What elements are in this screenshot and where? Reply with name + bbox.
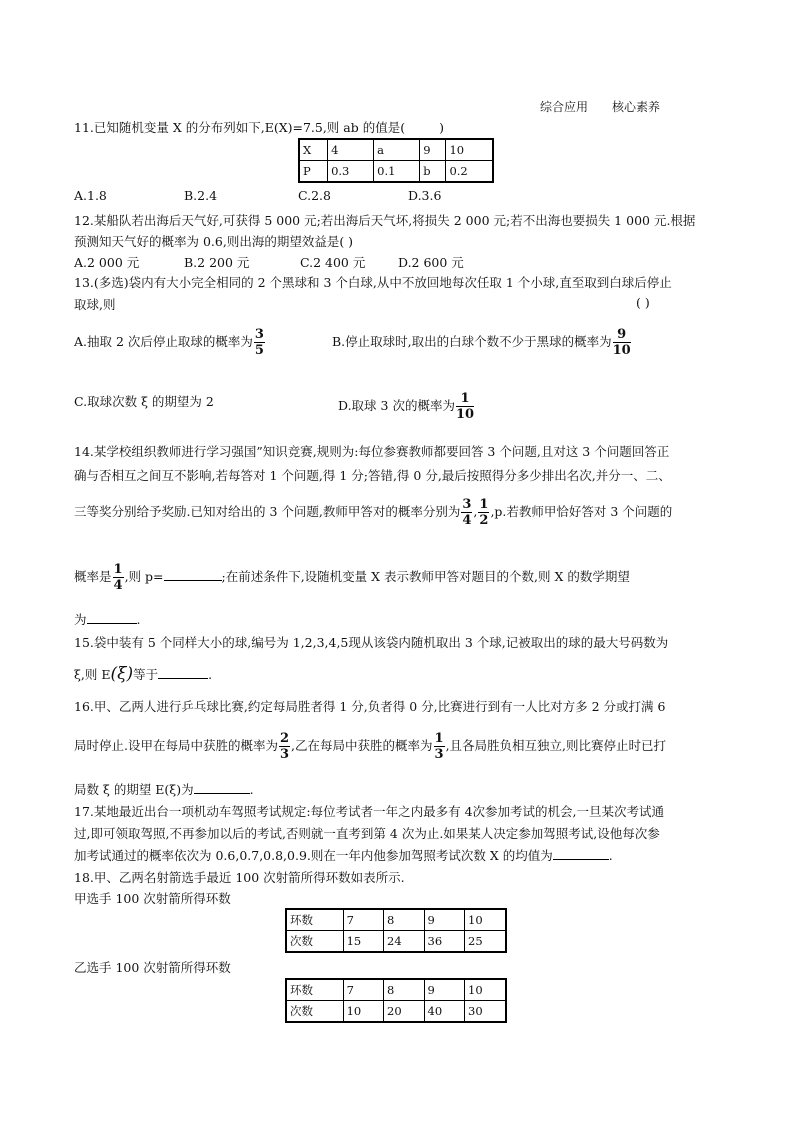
q11-stem	[74, 118, 444, 136]
q16-line2-mid: ,乙在每局中获胜的概率为	[291, 738, 433, 753]
fraction-numerator: 1	[479, 497, 489, 512]
q16-line3-text: 局数 ξ 的期望 E(ξ)为	[74, 782, 194, 797]
q12-option-d: D.2 600 元	[398, 255, 464, 270]
fraction	[254, 328, 265, 357]
q16-line1: 16.甲、乙两人进行乒乓球比赛,约定每局胜者得 1 分,负者得 0 分,比赛进行到有一人比对方多 2 分或打满 6	[74, 699, 666, 714]
q12-option-b: B.2 200 元	[184, 255, 250, 270]
table-cell: 次数	[286, 1001, 343, 1023]
q14-line4	[74, 563, 630, 592]
table-cell: 10	[465, 979, 506, 1001]
q16-line3-end: .	[249, 782, 254, 797]
q17-line2: 过,即可领取驾照,不再参加以后的考试,否则就一直考到第 4 次为止.如果某人决定参加驾照考试,设他每次参	[74, 826, 660, 841]
fraction-denominator: 10	[455, 407, 475, 422]
fraction	[456, 392, 474, 421]
q17-line1: 17.某地最近出台一项机动车驾照考试规定:每位考试者一年之内最多有 4次参加考试的机会,一旦某次考试通	[74, 804, 664, 819]
q11-stem-text: 11.已知随机变量 X 的分布列如下,E(X)=7.5,则 ab 的值是(	[74, 120, 406, 135]
q18-line1: 18.甲、乙两名射箭选手最近 100 次射箭所得环数如表所示.	[74, 870, 405, 885]
table-cell: 8	[384, 979, 424, 1001]
q13-answer-paren: ( )	[636, 295, 650, 310]
q16-line2-end: ,且各局胜负相互独立,则比赛停止时已打	[445, 738, 667, 753]
q14-line3-text-end: ,p.若教师甲恰好答对 3 个问题的	[490, 504, 673, 519]
q14-line5	[74, 610, 141, 628]
fraction-numerator: 3	[254, 327, 264, 342]
q11-option-c: C.2.8	[298, 188, 331, 203]
table-cell: 24	[384, 931, 424, 953]
q18-table-a	[285, 908, 507, 953]
fraction	[478, 498, 489, 527]
q17-line3-text: 加考试通过的概率依次为 0.6,0.7,0.8,0.9.则在一年内他参加驾照考试次数 X 的均值为	[74, 848, 553, 863]
table-cell: 7	[343, 909, 383, 931]
q14-comma: ,	[473, 504, 478, 519]
q14-line4-p: ,则 p=	[124, 569, 164, 584]
q12-line1: 12.某船队若出海后天气好,可获得 5 000 元;若出海后天气坏,将损失 2 000 元;若不出海也要损失 1 000 元.根据	[74, 213, 696, 228]
answer-blank[interactable]	[164, 580, 222, 581]
section-tag-core-literacy: 核心素养	[612, 100, 661, 114]
q17-line3-end: .	[608, 848, 613, 863]
q12-line2: 预测知天气好的概率为 0.6,则出海的期望效益是( )	[74, 234, 354, 249]
fraction	[279, 732, 290, 761]
q11-option-d: D.3.6	[408, 188, 442, 203]
q15-line2	[74, 664, 212, 684]
fraction	[113, 563, 124, 592]
fraction-denominator: 10	[612, 343, 631, 358]
table-row	[286, 1001, 506, 1023]
table-cell: 36	[424, 931, 464, 953]
q13-option-a-text: A.抽取 2 次后停止取球的概率为	[74, 334, 253, 349]
q18-table-b	[285, 978, 507, 1023]
fraction-denominator: 2	[479, 513, 489, 528]
q15-line2-end: .	[208, 667, 213, 682]
table-cell: 40	[424, 1001, 464, 1023]
q15-line2-equals: 等于	[133, 667, 159, 682]
table-cell: 15	[343, 931, 383, 953]
q14-line5-text: 为	[74, 612, 87, 627]
q14-line3-text: 三等奖分别给予奖励.已知对给出的 3 个问题,教师甲答对的概率分别为	[74, 504, 461, 519]
answer-blank[interactable]	[553, 859, 609, 860]
q11-distribution-table	[298, 138, 494, 183]
table-cell: P	[299, 161, 328, 183]
fraction	[434, 732, 445, 761]
q13-option-b	[332, 328, 632, 357]
table-cell: 环数	[286, 909, 343, 931]
table-cell: 次数	[286, 931, 343, 953]
q16-line2-text: 局时停止.设甲在每局中获胜的概率为	[74, 738, 278, 753]
table-row	[286, 909, 506, 931]
q18-caption-b: 乙选手 100 次射箭所得环数	[74, 960, 231, 975]
q12-option-a: A.2 000 元	[74, 255, 140, 270]
q11-option-a: A.1.8	[74, 188, 107, 203]
q18-caption-a: 甲选手 100 次射箭所得环数	[74, 891, 231, 906]
table-cell: 9	[424, 909, 464, 931]
table-row	[299, 161, 493, 183]
table-cell: 9	[420, 139, 446, 161]
q15-line2-text: ξ,则 E	[74, 667, 111, 682]
q11-option-b: B.2.4	[184, 188, 218, 203]
table-cell: 10	[446, 139, 493, 161]
fraction-denominator: 4	[113, 578, 123, 593]
q15-xi: (ξ)	[110, 664, 134, 684]
table-cell: 9	[424, 979, 464, 1001]
table-cell: 7	[343, 979, 383, 1001]
answer-blank[interactable]	[87, 623, 137, 624]
q12-option-c: C.2 400 元	[300, 255, 366, 270]
q16-line2	[74, 732, 666, 761]
q11-stem-paren-close: )	[439, 120, 444, 135]
q14-line1: 14.某学校组织教师进行学习强国”知识竞赛,规则为:每位参赛教师都要回答 3 个问题,且对这 3 个问题回答正	[74, 444, 670, 459]
q13-line2: 取球,则	[74, 297, 116, 312]
table-cell: 0.1	[374, 161, 420, 183]
answer-blank[interactable]	[158, 678, 208, 679]
table-cell: 0.3	[328, 161, 374, 183]
fraction-numerator: 1	[456, 392, 474, 407]
q13-option-a	[74, 328, 266, 357]
q14-line5-end: .	[136, 612, 141, 627]
fraction-numerator: 9	[613, 328, 631, 343]
table-cell: 环数	[286, 979, 343, 1001]
fraction-numerator: 2	[279, 731, 290, 746]
table-row	[286, 931, 506, 953]
q15-line1: 15.袋中装有 5 个同样大小的球,编号为 1,2,3,4,5现从该袋内随机取出 3 个球,记被取出的球的最大号码数为	[74, 635, 669, 650]
q13-option-c	[74, 392, 214, 410]
table-cell: 8	[384, 909, 424, 931]
fraction-denominator: 3	[279, 747, 290, 762]
q13-option-d-text: D.取球 3 次的概率为	[338, 398, 455, 413]
q14-line2: 确与否相互之间互不影响,若每答对 1 个问题,得 1 分;答错,得 0 分,最后按照得分多少排出名次,并分一、二、	[74, 468, 671, 483]
table-cell: 10	[343, 1001, 383, 1023]
fraction-denominator: 4	[462, 513, 472, 528]
section-tag-comprehensive: 综合应用	[540, 100, 589, 114]
q13-option-b-text: B.停止取球时,取出的白球个数不少于黑球的概率为	[332, 334, 612, 349]
fraction-numerator: 1	[113, 562, 123, 577]
answer-blank[interactable]	[194, 793, 250, 794]
table-cell: a	[374, 139, 420, 161]
fraction-denominator: 5	[254, 343, 264, 358]
table-row	[299, 139, 493, 161]
table-cell: b	[420, 161, 446, 183]
table-cell: 20	[384, 1001, 424, 1023]
q13-option-d	[338, 392, 475, 421]
q13-line1: 13.(多选)袋内有大小完全相同的 2 个黑球和 3 个白球,从中不放回地每次任取 1 个小球,直至取到白球后停止	[74, 275, 672, 290]
fraction-numerator: 3	[462, 497, 472, 512]
q14-line3	[74, 498, 672, 527]
fraction	[613, 328, 631, 357]
q14-line4-text: 概率是	[74, 569, 112, 584]
table-cell: 4	[328, 139, 374, 161]
table-cell: 30	[465, 1001, 506, 1023]
q17-line3	[74, 846, 613, 864]
q14-line4-text-end: ;在前述条件下,设随机变量 X 表示教师甲答对题目的个数,则 X 的数学期望	[221, 569, 630, 584]
table-cell: 10	[465, 909, 506, 931]
q16-line3	[74, 780, 254, 798]
fraction	[461, 498, 472, 527]
q13-option-c-text: C.取球次数 ξ 的期望为 2	[74, 394, 214, 409]
table-cell: 0.2	[446, 161, 493, 183]
fraction-numerator: 1	[434, 731, 444, 746]
table-cell: X	[299, 139, 328, 161]
table-cell: 25	[465, 931, 506, 953]
table-row	[286, 979, 506, 1001]
fraction-denominator: 3	[434, 747, 444, 762]
